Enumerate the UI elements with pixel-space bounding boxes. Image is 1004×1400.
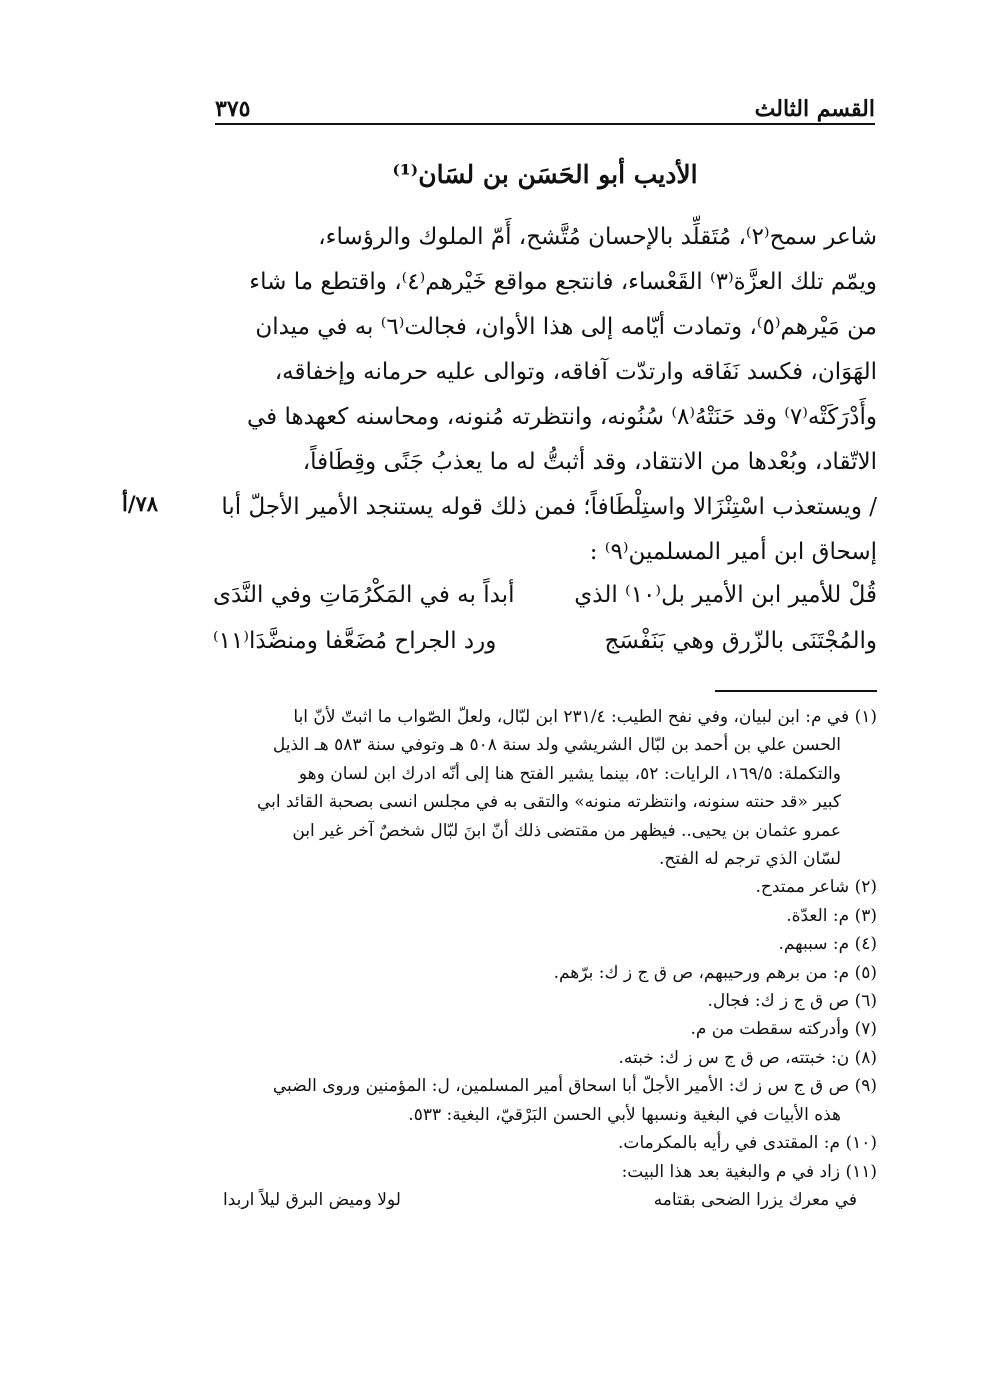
footnote-1: (١) في م: ابن لبيان، وفي نفح الطيب: ٢٣١/٤ ابن لبّال، ولعلّ الصّواب ما اثبتّ لأنّ ابا [293,707,877,727]
main-text [213,215,877,575]
entry-title: الأديب أبو الحَسَن بن لسَان⁽¹⁾ [392,160,698,189]
footnote-6: (٦) ص ق ج ز ك: فجال. [707,991,877,1012]
footnote-7: (٧) وأدركته سقطت من م. [690,1019,877,1040]
footnote-verse-second: لولا وميض البرق ليلاً اربدا [223,1189,401,1210]
footnote-1-cont: كبير «قد حنته سنونه، وانتظرته منونه» والتقى به في مجلس انسى بصحبة القائد ابي [256,792,841,813]
verse-line [213,582,877,628]
text-line: شاعر سمح⁽٢⁾، مُتَقلِّد بالإحسان مُتَّشح، أَمّ الملوك والرؤساء، [318,224,877,250]
footnote-separator [715,690,877,692]
verse-line [213,628,877,674]
poem [213,582,877,674]
text-line: الاتّقاد، وبُعْدها من الانتقاد، وقد أثبتُّ له ما يعذبُ جَنًى وقِطَافاً، [302,449,877,475]
verse-first-hemistich: والمُجْتَنَى بالزّرق وهي بَنَفْسَج [604,628,877,654]
folio-margin-note: ٧٨/أ [122,491,159,516]
verse-second-hemistich: ورد الجراح مُضَعَّفا ومنضَّدَا⁽١١⁾ [213,628,497,654]
footnote-2: (٢) شاعر ممتدح. [755,877,877,898]
text-line: / ويستعذب اسْتِنْزَالا واستِلْطَافاً؛ فمن ذلك قوله يستنجد الأمير الأجلّ أبا [221,494,877,520]
footnote-1-cont: والتكملة: ١٦٩/٥، الرايات: ٥٢، بينما يشير الفتح هنا إلى أنّه ادرك ابن لسان وهو [298,763,841,784]
text-line: وأَدْرَكَتْه⁽٧⁾ وقد حَنَتْهُ⁽٨⁾ سُنُونه، وانتظرته مُنونه، ومحاسنه كعهدها في [246,404,877,430]
text-line: إسحاق ابن أمير المسلمين⁽٩⁾ : [589,539,877,565]
text-line: الهَوَان، فكسد نَفَاقه وارتدّت آفاقه، وتوالى عليه حرمانه وإخفاقه، [274,359,877,385]
text-line: من مَيْرهم⁽٥⁾، وتمادت أيّامه إلى هذا الأوان، فجالت⁽٦⁾ به في ميدان [255,314,877,340]
footnote-3: (٣) م: العدّة. [786,905,877,926]
footnote-1-cont: عمرو عثمان بن يحيى.. فيظهر من مقتضى ذلك أنّ ابنَ لبّال شخصٌ آخر غير ابن [292,820,841,841]
footnote-verse-first: في معرك يزرا الضحى بقتامه [653,1189,857,1210]
footnote-10: (١٠) م: المقتدى في رأيه بالمكرمات. [618,1133,877,1154]
page-number: ٣٧٥ [215,96,251,122]
page-header [215,88,875,122]
footnote-9: (٩) ص ق ج س ز ك: الأمير الأجلّ أبا اسحاق أمير المسلمين، ل: المؤمنين وروى الضبي [272,1076,877,1097]
section-title: القسم الثالث [754,96,875,122]
footnote-1-cont: لسّان الذي ترجم له الفتح. [659,849,841,870]
footnotes [213,703,877,1214]
footnote-verse [213,1186,877,1214]
verse-second-hemistich: أبداً به في المَكْرُمَاتِ وفي النَّدَى [213,582,515,608]
footnote-8: (٨) ن: خبتته، ص ق ج س ز ك: خبته. [618,1047,877,1068]
footnote-11: (١١) زاد في م والبغية بعد هذا البيت: [621,1161,877,1182]
text-line: ويمّم تلك العزَّة⁽٣⁾ القَعْساء، فانتجع مواقع خَيْرهم⁽٤⁾، واقتطع ما شاء [249,269,877,295]
footnote-9-cont: هذه الأبيات في البغية ونسبها لأبي الحسن البَرْقيّ، البغية: ٥٣٣. [408,1104,841,1125]
footnote-5: (٥) م: من برهم ورحيبهم، ص ق ج ز ك: برّهم. [553,962,877,983]
footnote-4: (٤) م: سببهم. [778,934,877,955]
footnote-1-cont: الحسن علي بن أحمد بن لبّال الشريشي ولد سنة ٥٠٨ هـ وتوفي سنة ٥٨٣ هـ الذيل [272,735,841,756]
header-rule [215,123,875,125]
verse-first-hemistich: قُلْ للأمير ابن الأمير بل⁽١٠⁾ الذي [574,582,877,608]
